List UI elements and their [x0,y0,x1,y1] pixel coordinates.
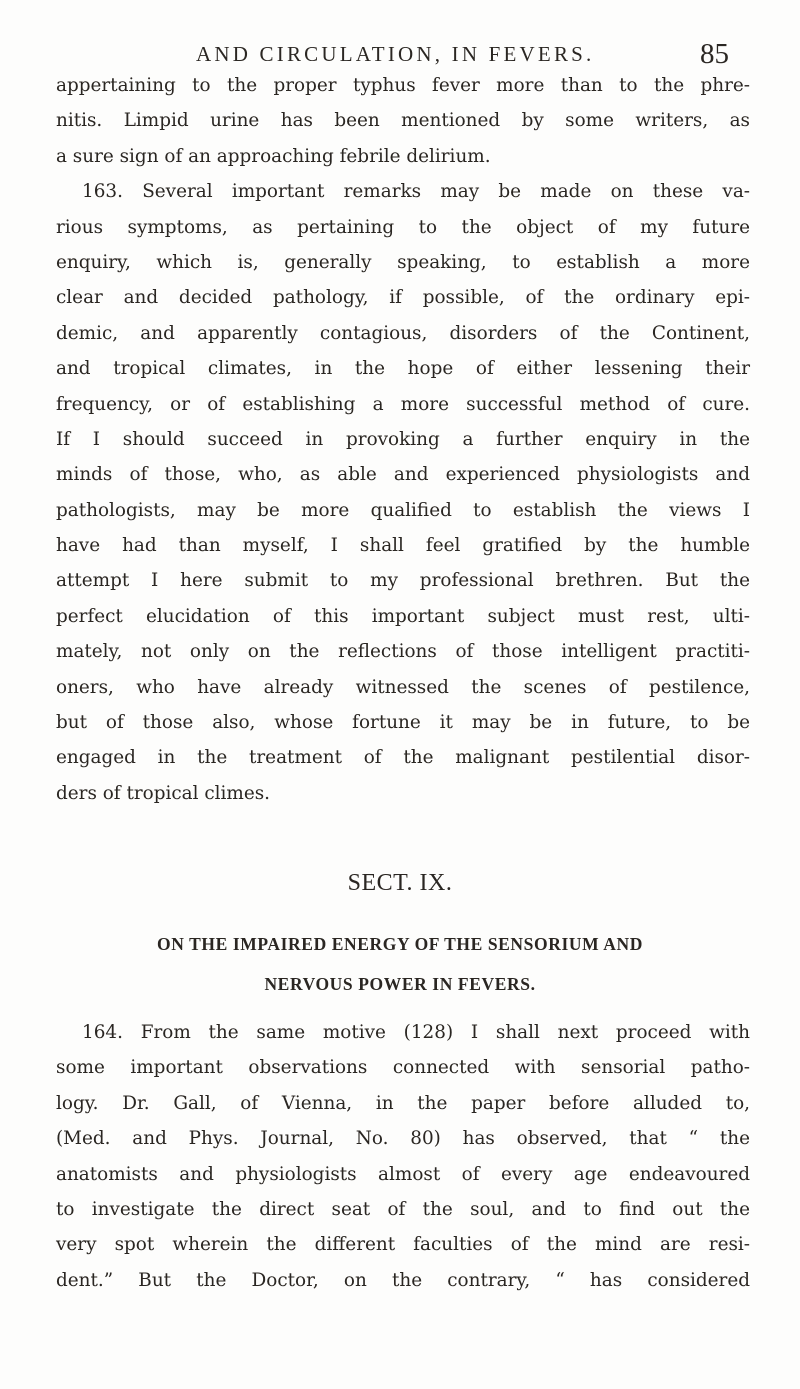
text-line: very spot wherein the different faculties of the mind are resi- [56,1234,750,1256]
text-line: 163. Several important remarks may be made on these va- [82,181,750,203]
text-line: anatomists and physiologists almost of every age endeavoured [56,1163,750,1185]
body-text-upper [56,68,750,811]
body-text-lower [56,1015,750,1298]
section-heading: SECT. IX. [347,870,453,896]
section-title-line: NERVOUS POWER IN FEVERS. [264,974,536,994]
text-line: logy. Dr. Gall, of Vienna, in the paper before alluded to, [56,1092,750,1114]
section-title-line: ON THE IMPAIRED ENERGY OF THE SENSORIUM AND [157,934,643,954]
text-line: but of those also, whose fortune it may be in future, to be [56,712,750,734]
text-line: demic, and apparently contagious, disorders of the Continent, [56,322,750,344]
text-line: oners, who have already witnessed the scenes of pestilence, [56,676,750,698]
running-head: AND CIRCULATION, IN FEVERS. [196,42,595,66]
text-line: dent.” But the Doctor, on the contrary, “ has considered [56,1269,750,1291]
text-line: and tropical climates, in the hope of either lessening their [56,358,750,380]
text-line: (Med. and Phys. Journal, No. 80) has observed, that “ the [56,1128,750,1150]
text-line: nitis. Limpid urine has been mentioned by some writers, as [56,110,750,132]
page-number: 85 [700,38,729,70]
text-line: attempt I here submit to my professional brethren. But the [56,570,750,592]
text-line: clear and decided pathology, if possible, of the ordinary epi- [56,287,750,309]
text-line: If I should succeed in provoking a further enquiry in the [56,428,750,450]
text-line: appertaining to the proper typhus fever more than to the phre- [56,75,750,96]
text-line: minds of those, who, as able and experienced physiologists and [56,464,750,486]
text-line: rious symptoms, as pertaining to the object of my future [56,216,750,238]
text-line: have had than myself, I shall feel gratified by the humble [56,535,750,557]
text-line: frequency, or of establishing a more successful method of cure. [56,393,750,415]
text-line: engaged in the treatment of the malignant pestilential disor- [56,747,750,769]
text-line: 164. From the same motive (128) I shall next proceed with [82,1022,750,1043]
text-line: ders of tropical climes. [56,782,271,804]
section-title [0,924,800,1004]
text-line: to investigate the direct seat of the soul, and to find out the [56,1198,750,1220]
text-line: enquiry, which is, generally speaking, to establish a more [56,251,750,273]
text-line: perfect elucidation of this important subject must rest, ulti- [56,605,750,627]
text-line: a sure sign of an approaching febrile delirium. [56,145,491,167]
text-line: some important observations connected with sensorial patho- [56,1057,750,1079]
text-line: pathologists, may be more qualified to establish the views I [56,499,750,521]
text-line: mately, not only on the reflections of those intelligent practiti- [56,641,750,663]
